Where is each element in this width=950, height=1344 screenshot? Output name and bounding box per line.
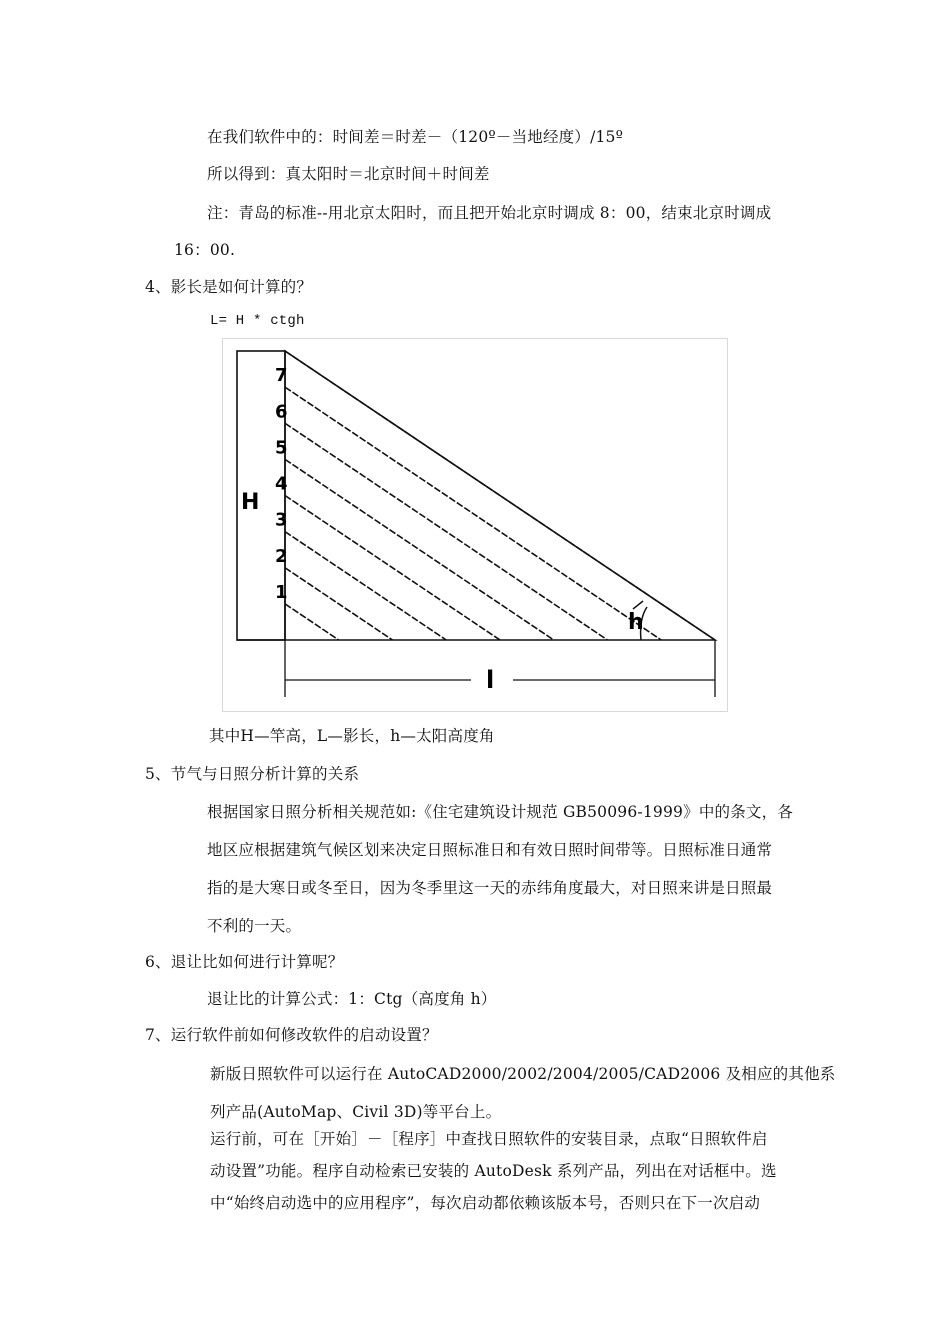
- formula-shadow-length: L= H * ctgh: [210, 313, 305, 329]
- figure-caption: 其中H—竿高，L—影长，h—太阳高度角: [209, 727, 495, 745]
- paragraph-note-qingdao-cont: 16：00.: [174, 241, 236, 259]
- heading-question-4: 4、影长是如何计算的？: [145, 278, 313, 296]
- paragraph-5-line1: 根据国家日照分析相关规范如:《住宅建筑设计规范 GB50096-1999》中的条文，各: [207, 803, 794, 821]
- paragraph-setback-formula: 退让比的计算公式：1：Ctg（高度角 h）: [207, 990, 497, 1008]
- paragraph-7-line5: 中“始终启动选中的应用程序”，每次启动都依赖该版本号，否则只在下一次启动: [210, 1194, 761, 1212]
- heading-question-7: 7、运行软件前如何修改软件的启动设置？: [145, 1026, 438, 1044]
- sun-ray: [285, 532, 446, 640]
- paragraph-time-difference: 在我们软件中的：时间差＝时差－（120º－当地经度）/15º: [207, 128, 624, 146]
- paragraph-7-line3: 运行前，可在［开始］－［程序］中查找日照软件的安装目录，点取“日照软件启: [210, 1130, 768, 1148]
- heading-question-5: 5、节气与日照分析计算的关系: [145, 765, 360, 783]
- paragraph-7-line1: 新版日照软件可以运行在 AutoCAD2000/2002/2004/2005/CAD2006 及相应的其他系: [210, 1065, 836, 1083]
- sun-ray: [285, 423, 608, 640]
- paragraph-7-line4: 动设置”功能。程序自动检索已安装的 AutoDesk 系列产品，列出在对话框中。选: [210, 1162, 777, 1180]
- tick-label: 3: [275, 509, 288, 531]
- paragraph-5-line3: 指的是大寒日或冬至日，因为冬季里这一天的赤纬角度最大，对日照来讲是日照最: [207, 879, 773, 897]
- label-H: H: [241, 490, 260, 515]
- sun-ray: [285, 568, 393, 640]
- sun-ray: [285, 459, 554, 640]
- label-h: h: [628, 610, 644, 635]
- paragraph-5-line4: 不利的一天。: [207, 917, 302, 935]
- sun-ray: [285, 496, 500, 641]
- tick-label: 2: [275, 545, 288, 567]
- heading-question-6: 6、退让比如何进行计算呢？: [145, 953, 344, 971]
- tick-label: 1: [275, 581, 288, 603]
- paragraph-7-line2: 列产品(AutoMap、Civil 3D)等平台上。: [210, 1103, 502, 1121]
- tick-label: 5: [275, 437, 288, 459]
- sun-ray: [285, 387, 661, 640]
- shadow-length-diagram: [222, 338, 728, 712]
- diagram-svg: [223, 339, 727, 711]
- tick-label: 4: [275, 473, 288, 495]
- sun-ray: [285, 604, 339, 640]
- paragraph-5-line2: 地区应根据建筑气候区划来决定日照标准日和有效日照时间带等。日照标准日通常: [207, 841, 773, 859]
- tick-label: 7: [275, 365, 288, 387]
- paragraph-true-solar-time: 所以得到：真太阳时＝北京时间＋时间差: [207, 165, 490, 183]
- paragraph-note-qingdao: 注：青岛的标准--用北京太阳时，而且把开始北京时调成 8：00，结束北京时调成: [207, 204, 772, 222]
- tick-label: 6: [275, 401, 288, 423]
- label-l: l: [486, 666, 495, 694]
